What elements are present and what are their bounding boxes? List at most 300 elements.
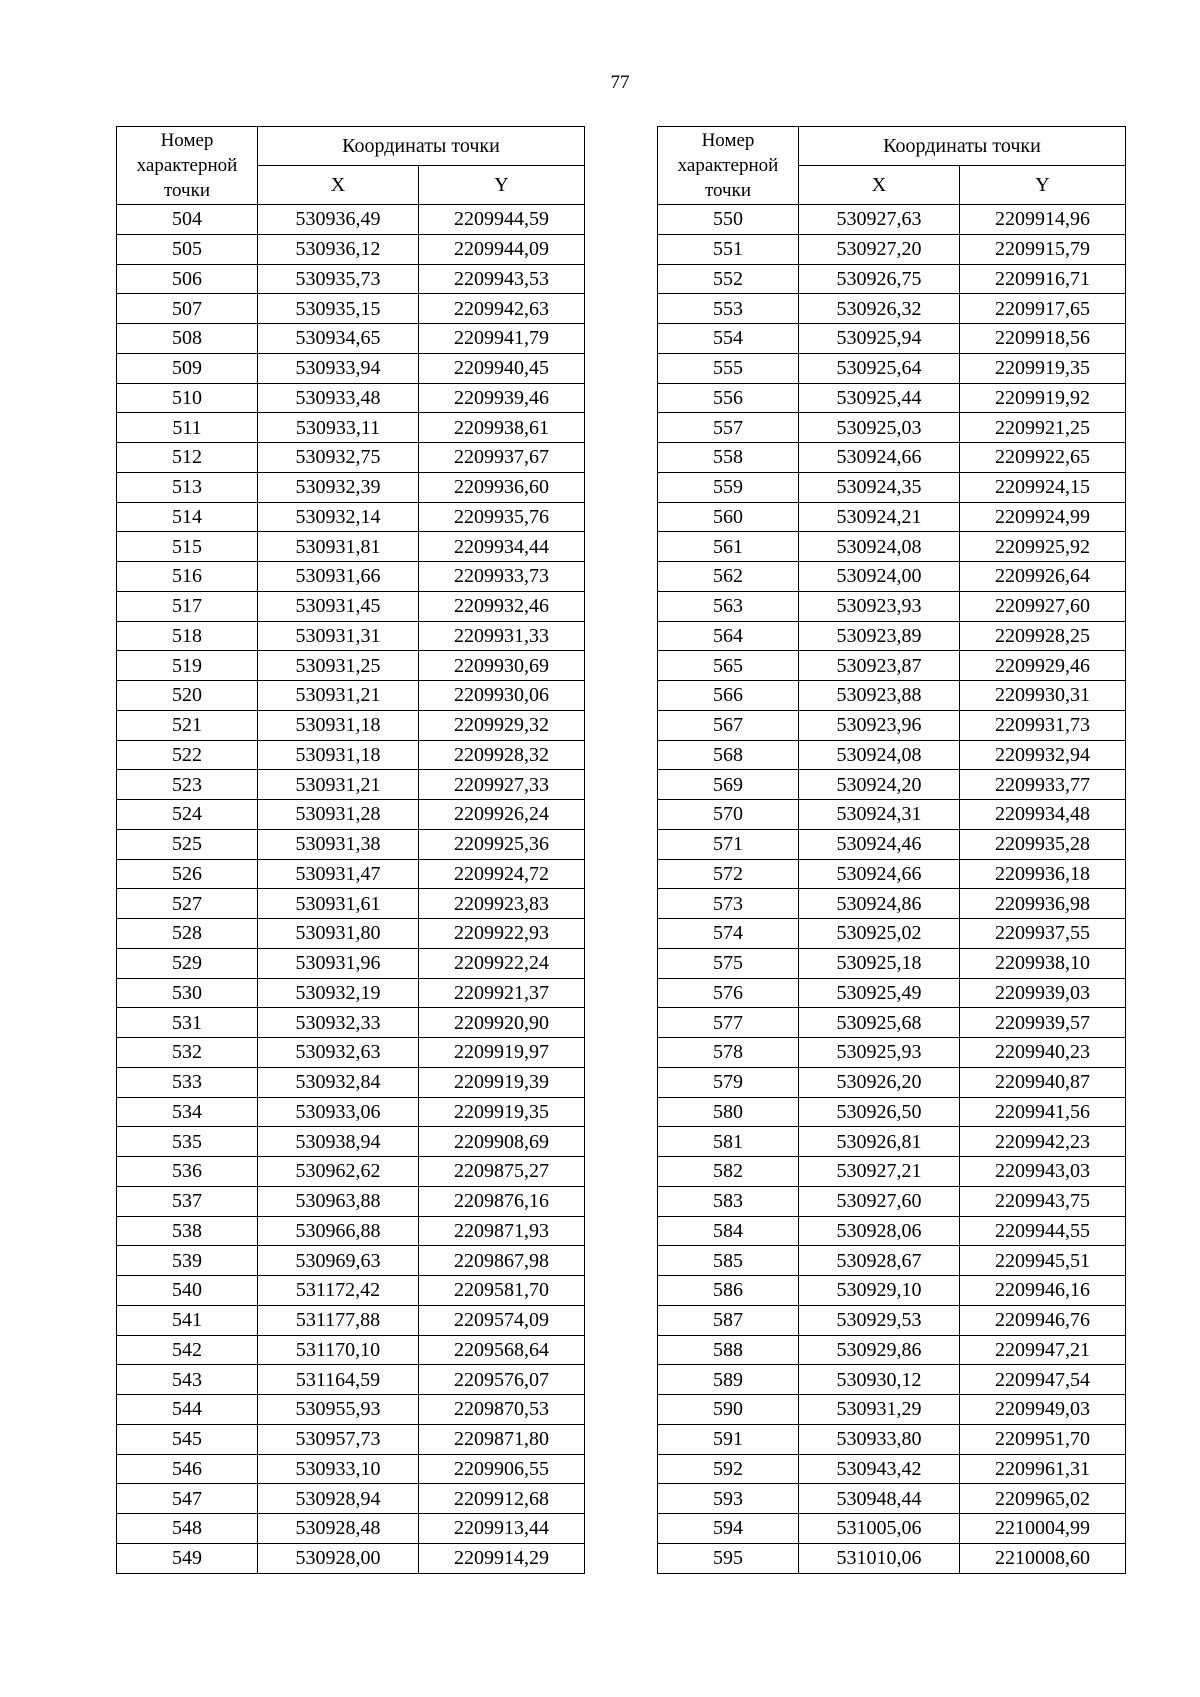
y-coordinate-cell: 2209919,92 <box>960 383 1126 413</box>
x-coordinate-cell: 530931,18 <box>258 740 419 770</box>
point-number-cell: 564 <box>658 621 799 651</box>
y-coordinate-cell: 2209919,35 <box>419 1097 585 1127</box>
y-coordinate-cell: 2209919,35 <box>960 353 1126 383</box>
x-coordinate-cell: 530933,06 <box>258 1097 419 1127</box>
y-coordinate-cell: 2209875,27 <box>419 1157 585 1187</box>
y-coordinate-cell: 2209931,73 <box>960 710 1126 740</box>
x-coordinate-cell: 530931,38 <box>258 829 419 859</box>
header-x: X <box>799 166 960 205</box>
x-coordinate-cell: 530938,94 <box>258 1127 419 1157</box>
x-coordinate-cell: 530923,96 <box>799 710 960 740</box>
table-row <box>117 413 585 443</box>
table-row <box>658 353 1126 383</box>
table-row <box>658 1216 1126 1246</box>
point-number-cell: 566 <box>658 681 799 711</box>
x-coordinate-cell: 530931,18 <box>258 710 419 740</box>
point-number-cell: 547 <box>117 1484 258 1514</box>
y-coordinate-cell: 2209920,90 <box>419 1008 585 1038</box>
point-number-cell: 587 <box>658 1305 799 1335</box>
table-row <box>117 1424 585 1454</box>
table-row <box>117 1157 585 1187</box>
y-coordinate-cell: 2209946,76 <box>960 1305 1126 1335</box>
header-x: X <box>258 166 419 205</box>
table-row <box>658 1484 1126 1514</box>
point-number-cell: 536 <box>117 1157 258 1187</box>
point-number-cell: 562 <box>658 562 799 592</box>
point-number-cell: 519 <box>117 651 258 681</box>
x-coordinate-cell: 530924,20 <box>799 770 960 800</box>
point-number-cell: 584 <box>658 1216 799 1246</box>
point-number-cell: 531 <box>117 1008 258 1038</box>
point-number-cell: 574 <box>658 919 799 949</box>
x-coordinate-cell: 530931,96 <box>258 948 419 978</box>
x-coordinate-cell: 530931,66 <box>258 562 419 592</box>
y-coordinate-cell: 2209932,94 <box>960 740 1126 770</box>
table-row <box>658 1186 1126 1216</box>
table-row <box>117 1246 585 1276</box>
table-row <box>117 1365 585 1395</box>
y-coordinate-cell: 2209944,09 <box>419 234 585 264</box>
point-number-cell: 582 <box>658 1157 799 1187</box>
table-row <box>658 1038 1126 1068</box>
table-row <box>117 740 585 770</box>
x-coordinate-cell: 530931,21 <box>258 681 419 711</box>
table-row <box>117 1038 585 1068</box>
point-number-cell: 568 <box>658 740 799 770</box>
y-coordinate-cell: 2209936,60 <box>419 472 585 502</box>
coordinates-table-left <box>116 126 585 1574</box>
point-number-cell: 508 <box>117 324 258 354</box>
y-coordinate-cell: 2209925,36 <box>419 829 585 859</box>
coordinates-table-right <box>657 126 1126 1574</box>
table-row <box>117 1543 585 1573</box>
y-coordinate-cell: 2209926,24 <box>419 800 585 830</box>
y-coordinate-cell: 2209944,55 <box>960 1216 1126 1246</box>
table-row <box>117 591 585 621</box>
x-coordinate-cell: 530932,84 <box>258 1067 419 1097</box>
point-number-cell: 523 <box>117 770 258 800</box>
table-row <box>658 948 1126 978</box>
point-number-cell: 509 <box>117 353 258 383</box>
y-coordinate-cell: 2209946,16 <box>960 1276 1126 1306</box>
table-row <box>117 800 585 830</box>
y-coordinate-cell: 2209914,29 <box>419 1543 585 1573</box>
table-row <box>658 1008 1126 1038</box>
y-coordinate-cell: 2209870,53 <box>419 1395 585 1425</box>
table-row <box>658 1127 1126 1157</box>
y-coordinate-cell: 2209913,44 <box>419 1514 585 1544</box>
x-coordinate-cell: 530943,42 <box>799 1454 960 1484</box>
point-number-cell: 585 <box>658 1246 799 1276</box>
x-coordinate-cell: 531005,06 <box>799 1514 960 1544</box>
x-coordinate-cell: 530955,93 <box>258 1395 419 1425</box>
table-row <box>658 1424 1126 1454</box>
table-row <box>658 829 1126 859</box>
y-coordinate-cell: 2209935,28 <box>960 829 1126 859</box>
y-coordinate-cell: 2209919,97 <box>419 1038 585 1068</box>
point-number-cell: 567 <box>658 710 799 740</box>
table-row <box>117 978 585 1008</box>
point-number-cell: 537 <box>117 1186 258 1216</box>
point-number-cell: 569 <box>658 770 799 800</box>
x-coordinate-cell: 530929,86 <box>799 1335 960 1365</box>
y-coordinate-cell: 2209876,16 <box>419 1186 585 1216</box>
x-coordinate-cell: 530930,12 <box>799 1365 960 1395</box>
point-number-cell: 524 <box>117 800 258 830</box>
x-coordinate-cell: 530963,88 <box>258 1186 419 1216</box>
x-coordinate-cell: 530931,61 <box>258 889 419 919</box>
point-number-cell: 563 <box>658 591 799 621</box>
y-coordinate-cell: 2209930,69 <box>419 651 585 681</box>
y-coordinate-cell: 2209917,65 <box>960 294 1126 324</box>
point-number-cell: 526 <box>117 859 258 889</box>
x-coordinate-cell: 530933,10 <box>258 1454 419 1484</box>
point-number-cell: 555 <box>658 353 799 383</box>
header-coordinates: Координаты точки <box>258 127 585 166</box>
x-coordinate-cell: 530925,18 <box>799 948 960 978</box>
table-row <box>658 1543 1126 1573</box>
y-coordinate-cell: 2209947,54 <box>960 1365 1126 1395</box>
point-number-cell: 590 <box>658 1395 799 1425</box>
x-coordinate-cell: 531164,59 <box>258 1365 419 1395</box>
y-coordinate-cell: 2209939,57 <box>960 1008 1126 1038</box>
x-coordinate-cell: 530929,53 <box>799 1305 960 1335</box>
x-coordinate-cell: 530932,39 <box>258 472 419 502</box>
table-row <box>658 740 1126 770</box>
table-row <box>658 383 1126 413</box>
point-number-cell: 532 <box>117 1038 258 1068</box>
point-number-cell: 511 <box>117 413 258 443</box>
table-row <box>658 770 1126 800</box>
table-row <box>658 800 1126 830</box>
table-row <box>658 919 1126 949</box>
y-coordinate-cell: 2209942,63 <box>419 294 585 324</box>
y-coordinate-cell: 2209929,32 <box>419 710 585 740</box>
point-number-cell: 571 <box>658 829 799 859</box>
x-coordinate-cell: 531172,42 <box>258 1276 419 1306</box>
x-coordinate-cell: 530924,86 <box>799 889 960 919</box>
table-row <box>658 1395 1126 1425</box>
point-number-cell: 546 <box>117 1454 258 1484</box>
point-number-cell: 540 <box>117 1276 258 1306</box>
x-coordinate-cell: 530931,45 <box>258 591 419 621</box>
point-number-cell: 572 <box>658 859 799 889</box>
table-row <box>658 1157 1126 1187</box>
table-row <box>117 1514 585 1544</box>
x-coordinate-cell: 530923,89 <box>799 621 960 651</box>
point-number-cell: 514 <box>117 502 258 532</box>
table-row <box>658 591 1126 621</box>
x-coordinate-cell: 530924,21 <box>799 502 960 532</box>
x-coordinate-cell: 530926,32 <box>799 294 960 324</box>
table-row <box>117 681 585 711</box>
point-number-cell: 530 <box>117 978 258 1008</box>
point-number-cell: 544 <box>117 1395 258 1425</box>
x-coordinate-cell: 530927,21 <box>799 1157 960 1187</box>
y-coordinate-cell: 2209922,93 <box>419 919 585 949</box>
x-coordinate-cell: 530969,63 <box>258 1246 419 1276</box>
table-row <box>117 859 585 889</box>
table-row <box>117 562 585 592</box>
y-coordinate-cell: 2209867,98 <box>419 1246 585 1276</box>
table-row <box>658 710 1126 740</box>
point-number-cell: 520 <box>117 681 258 711</box>
point-number-cell: 551 <box>658 234 799 264</box>
y-coordinate-cell: 2209940,23 <box>960 1038 1126 1068</box>
point-number-cell: 518 <box>117 621 258 651</box>
table-row <box>117 234 585 264</box>
y-coordinate-cell: 2209927,60 <box>960 591 1126 621</box>
x-coordinate-cell: 530935,15 <box>258 294 419 324</box>
point-number-cell: 516 <box>117 562 258 592</box>
table-row <box>117 532 585 562</box>
header-coordinates: Координаты точки <box>799 127 1126 166</box>
y-coordinate-cell: 2209929,46 <box>960 651 1126 681</box>
y-coordinate-cell: 2209574,09 <box>419 1305 585 1335</box>
table-row <box>117 443 585 473</box>
x-coordinate-cell: 531177,88 <box>258 1305 419 1335</box>
x-coordinate-cell: 530933,11 <box>258 413 419 443</box>
point-number-cell: 513 <box>117 472 258 502</box>
y-coordinate-cell: 2209947,21 <box>960 1335 1126 1365</box>
y-coordinate-cell: 2209918,56 <box>960 324 1126 354</box>
y-coordinate-cell: 2209871,80 <box>419 1424 585 1454</box>
x-coordinate-cell: 530928,00 <box>258 1543 419 1573</box>
point-number-cell: 576 <box>658 978 799 1008</box>
y-coordinate-cell: 2209921,25 <box>960 413 1126 443</box>
x-coordinate-cell: 530924,46 <box>799 829 960 859</box>
point-number-cell: 592 <box>658 1454 799 1484</box>
header-point-number: Номер характерной точки <box>658 127 799 205</box>
table-row <box>117 1008 585 1038</box>
table-body <box>658 205 1126 1574</box>
table-row <box>117 324 585 354</box>
table-row <box>658 294 1126 324</box>
x-coordinate-cell: 530924,08 <box>799 740 960 770</box>
x-coordinate-cell: 530931,21 <box>258 770 419 800</box>
y-coordinate-cell: 2209941,56 <box>960 1097 1126 1127</box>
x-coordinate-cell: 530931,31 <box>258 621 419 651</box>
y-coordinate-cell: 2209937,55 <box>960 919 1126 949</box>
point-number-cell: 575 <box>658 948 799 978</box>
y-coordinate-cell: 2209944,59 <box>419 205 585 235</box>
point-number-cell: 561 <box>658 532 799 562</box>
y-coordinate-cell: 2209919,39 <box>419 1067 585 1097</box>
y-coordinate-cell: 2209949,03 <box>960 1395 1126 1425</box>
point-number-cell: 583 <box>658 1186 799 1216</box>
y-coordinate-cell: 2209939,03 <box>960 978 1126 1008</box>
table-row <box>658 859 1126 889</box>
x-coordinate-cell: 530927,60 <box>799 1186 960 1216</box>
x-coordinate-cell: 530926,81 <box>799 1127 960 1157</box>
y-coordinate-cell: 2209906,55 <box>419 1454 585 1484</box>
table-row <box>117 651 585 681</box>
x-coordinate-cell: 530932,19 <box>258 978 419 1008</box>
x-coordinate-cell: 530924,31 <box>799 800 960 830</box>
table-row <box>117 829 585 859</box>
y-coordinate-cell: 2209938,10 <box>960 948 1126 978</box>
x-coordinate-cell: 530936,12 <box>258 234 419 264</box>
y-coordinate-cell: 2209922,24 <box>419 948 585 978</box>
y-coordinate-cell: 2209961,31 <box>960 1454 1126 1484</box>
point-number-cell: 541 <box>117 1305 258 1335</box>
x-coordinate-cell: 530928,06 <box>799 1216 960 1246</box>
point-number-cell: 579 <box>658 1067 799 1097</box>
point-number-cell: 545 <box>117 1424 258 1454</box>
point-number-cell: 539 <box>117 1246 258 1276</box>
point-number-cell: 573 <box>658 889 799 919</box>
x-coordinate-cell: 530925,02 <box>799 919 960 949</box>
point-number-cell: 538 <box>117 1216 258 1246</box>
table-row <box>117 1097 585 1127</box>
table-row <box>658 1246 1126 1276</box>
x-coordinate-cell: 530931,81 <box>258 532 419 562</box>
table-row <box>658 532 1126 562</box>
x-coordinate-cell: 530948,44 <box>799 1484 960 1514</box>
y-coordinate-cell: 2209942,23 <box>960 1127 1126 1157</box>
point-number-cell: 558 <box>658 443 799 473</box>
table-row <box>117 1186 585 1216</box>
x-coordinate-cell: 530925,49 <box>799 978 960 1008</box>
x-coordinate-cell: 530924,00 <box>799 562 960 592</box>
y-coordinate-cell: 2209568,64 <box>419 1335 585 1365</box>
point-number-cell: 515 <box>117 532 258 562</box>
point-number-cell: 512 <box>117 443 258 473</box>
x-coordinate-cell: 530932,75 <box>258 443 419 473</box>
x-coordinate-cell: 530925,68 <box>799 1008 960 1038</box>
table-row <box>658 889 1126 919</box>
y-coordinate-cell: 2209928,32 <box>419 740 585 770</box>
point-number-cell: 581 <box>658 1127 799 1157</box>
y-coordinate-cell: 2209933,73 <box>419 562 585 592</box>
table-row <box>658 1305 1126 1335</box>
x-coordinate-cell: 531170,10 <box>258 1335 419 1365</box>
y-coordinate-cell: 2209930,06 <box>419 681 585 711</box>
header-y: Y <box>960 166 1126 205</box>
point-number-cell: 533 <box>117 1067 258 1097</box>
x-coordinate-cell: 530927,63 <box>799 205 960 235</box>
x-coordinate-cell: 530928,94 <box>258 1484 419 1514</box>
table-row <box>117 353 585 383</box>
point-number-cell: 588 <box>658 1335 799 1365</box>
x-coordinate-cell: 530925,93 <box>799 1038 960 1068</box>
y-coordinate-cell: 2209930,31 <box>960 681 1126 711</box>
point-number-cell: 552 <box>658 264 799 294</box>
y-coordinate-cell: 2209576,07 <box>419 1365 585 1395</box>
y-coordinate-cell: 2209924,99 <box>960 502 1126 532</box>
point-number-cell: 565 <box>658 651 799 681</box>
y-coordinate-cell: 2209940,87 <box>960 1067 1126 1097</box>
x-coordinate-cell: 530928,67 <box>799 1246 960 1276</box>
y-coordinate-cell: 2209916,71 <box>960 264 1126 294</box>
point-number-cell: 528 <box>117 919 258 949</box>
point-number-cell: 556 <box>658 383 799 413</box>
point-number-cell: 550 <box>658 205 799 235</box>
table-row <box>658 1454 1126 1484</box>
x-coordinate-cell: 530924,66 <box>799 859 960 889</box>
table-row <box>117 1067 585 1097</box>
table-row <box>117 294 585 324</box>
y-coordinate-cell: 2209912,68 <box>419 1484 585 1514</box>
y-coordinate-cell: 2209921,37 <box>419 978 585 1008</box>
table-row <box>658 1097 1126 1127</box>
x-coordinate-cell: 530934,65 <box>258 324 419 354</box>
y-coordinate-cell: 2209932,46 <box>419 591 585 621</box>
table-row <box>117 948 585 978</box>
table-row <box>658 651 1126 681</box>
y-coordinate-cell: 2209951,70 <box>960 1424 1126 1454</box>
y-coordinate-cell: 2209928,25 <box>960 621 1126 651</box>
point-number-cell: 543 <box>117 1365 258 1395</box>
table-row <box>658 234 1126 264</box>
table-row <box>117 1127 585 1157</box>
table-row <box>117 710 585 740</box>
point-number-cell: 510 <box>117 383 258 413</box>
table-row <box>117 502 585 532</box>
x-coordinate-cell: 530932,14 <box>258 502 419 532</box>
x-coordinate-cell: 530924,08 <box>799 532 960 562</box>
x-coordinate-cell: 530928,48 <box>258 1514 419 1544</box>
table-row <box>117 205 585 235</box>
point-number-cell: 522 <box>117 740 258 770</box>
x-coordinate-cell: 530926,75 <box>799 264 960 294</box>
y-coordinate-cell: 2209943,75 <box>960 1186 1126 1216</box>
table-row <box>117 1484 585 1514</box>
page-number: 77 <box>610 72 630 93</box>
y-coordinate-cell: 2209923,83 <box>419 889 585 919</box>
x-coordinate-cell: 530936,49 <box>258 205 419 235</box>
table-row <box>658 1067 1126 1097</box>
y-coordinate-cell: 2209937,67 <box>419 443 585 473</box>
point-number-cell: 557 <box>658 413 799 443</box>
point-number-cell: 548 <box>117 1514 258 1544</box>
x-coordinate-cell: 530924,35 <box>799 472 960 502</box>
table-row <box>117 919 585 949</box>
y-coordinate-cell: 2209908,69 <box>419 1127 585 1157</box>
x-coordinate-cell: 530931,28 <box>258 800 419 830</box>
table-row <box>117 264 585 294</box>
table-row <box>117 1395 585 1425</box>
x-coordinate-cell: 530927,20 <box>799 234 960 264</box>
x-coordinate-cell: 530926,20 <box>799 1067 960 1097</box>
table-row <box>658 1514 1126 1544</box>
point-number-cell: 525 <box>117 829 258 859</box>
header-y: Y <box>419 166 585 205</box>
point-number-cell: 586 <box>658 1276 799 1306</box>
y-coordinate-cell: 2209935,76 <box>419 502 585 532</box>
point-number-cell: 595 <box>658 1543 799 1573</box>
x-coordinate-cell: 530931,25 <box>258 651 419 681</box>
point-number-cell: 594 <box>658 1514 799 1544</box>
y-coordinate-cell: 2209581,70 <box>419 1276 585 1306</box>
point-number-cell: 578 <box>658 1038 799 1068</box>
y-coordinate-cell: 2209924,15 <box>960 472 1126 502</box>
y-coordinate-cell: 2209924,72 <box>419 859 585 889</box>
point-number-cell: 570 <box>658 800 799 830</box>
table-row <box>117 1216 585 1246</box>
y-coordinate-cell: 2209938,61 <box>419 413 585 443</box>
x-coordinate-cell: 531010,06 <box>799 1543 960 1573</box>
table-row <box>658 502 1126 532</box>
table-row <box>658 621 1126 651</box>
x-coordinate-cell: 530935,73 <box>258 264 419 294</box>
table-row <box>117 1454 585 1484</box>
y-coordinate-cell: 2209934,48 <box>960 800 1126 830</box>
table-row <box>658 978 1126 1008</box>
point-number-cell: 542 <box>117 1335 258 1365</box>
x-coordinate-cell: 530933,48 <box>258 383 419 413</box>
table-row <box>117 383 585 413</box>
